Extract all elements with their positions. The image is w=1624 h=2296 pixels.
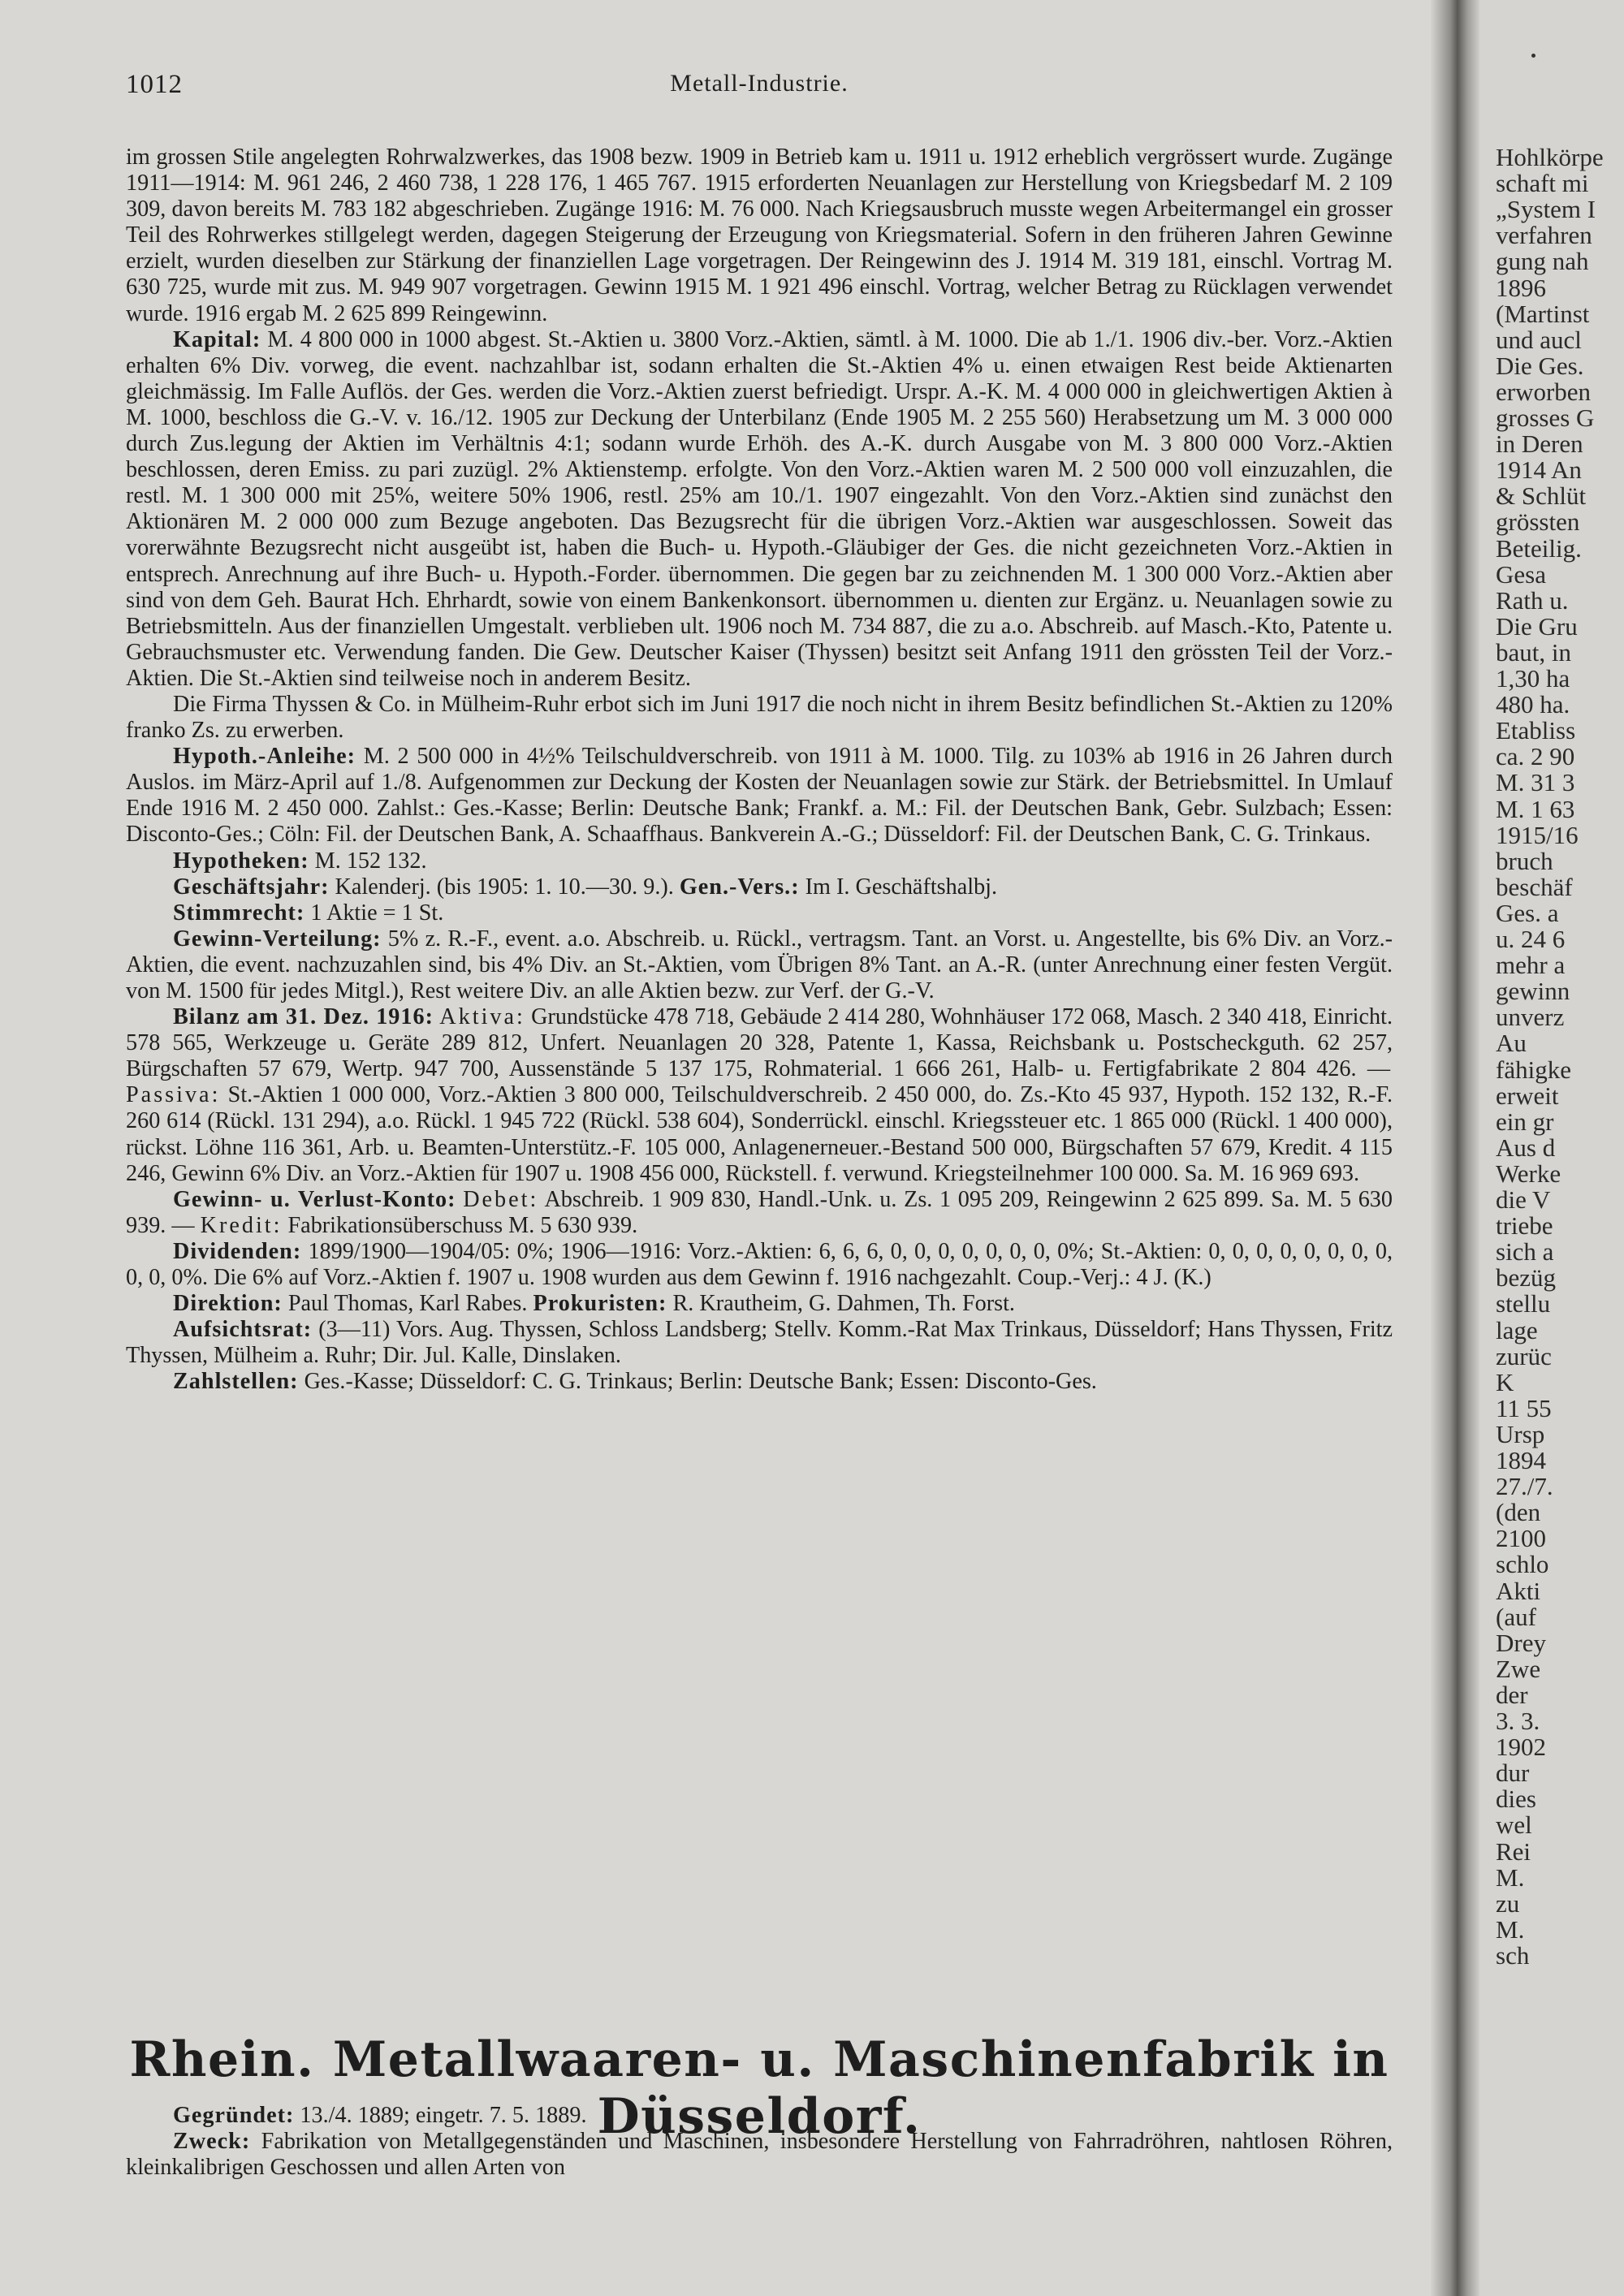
- adjacent-line-fragment: (Martinst: [1496, 299, 1590, 328]
- dividenden-section: [126, 1239, 1393, 1291]
- stimmrecht-section: [126, 900, 1393, 926]
- section-label: Hypotheken:: [173, 848, 309, 874]
- adjacent-line-fragment: grössten: [1496, 507, 1580, 537]
- kapital-section: [126, 327, 1393, 692]
- section-label: Bilanz am 31. Dez. 1916:: [173, 1004, 434, 1030]
- company-heading: Rhein. Metallwaaren- u. Maschinenfabrik in Düsseldorf.: [129, 2031, 1389, 2145]
- adjacent-line-fragment: Gesa: [1496, 559, 1546, 589]
- section-text: Fabrikation von Metallgegenständen und Maschinen, insbesondere Herstellung von Fahrradröhren, nahtlosen Röhren, kleinkalibrigen Geschossen und allen Arten von: [126, 2129, 1393, 2181]
- adjacent-line-fragment: sch: [1496, 1940, 1530, 1970]
- adjacent-line-fragment: Werke: [1496, 1159, 1561, 1188]
- adjacent-line-fragment: (den: [1496, 1498, 1541, 1527]
- section-label: Zweck:: [173, 2129, 251, 2155]
- geschaeftsjahr-section: [126, 874, 1393, 900]
- adjacent-line-fragment: 3. 3.: [1496, 1707, 1540, 1735]
- section-text: Kalenderj. (bis 1905: 1. 10.—30. 9.).: [335, 874, 674, 900]
- debet-label: Debet:: [463, 1186, 539, 1212]
- adjacent-line-fragment: K: [1496, 1367, 1514, 1396]
- section-text: 5% z. R.-F., event. a.o. Abschreib. u. Rückl., vertragsm. Tant. an Vorst. u. Angestellte, bis 6% Div. an Vorz.-Aktien, die event. nachzuzahlen sind, bis 4% Div. an St.-Aktien, vom Übrigen 8% Tant. an A.-R. (unter Anrechnung einer festen Vergüt. von M. 1500 für jedes Mitgl.), Rest weitere Div. an alle Aktien bezw. zur Verf. der G.-V.: [126, 926, 1393, 1003]
- adjacent-line-fragment: M. 31 3: [1496, 768, 1575, 797]
- adjacent-line-fragment: Akti: [1496, 1576, 1541, 1605]
- adjacent-line-fragment: beschäf: [1496, 872, 1573, 901]
- adjacent-line-fragment: mehr a: [1496, 951, 1566, 980]
- adjacent-line-fragment: 2100: [1496, 1524, 1546, 1553]
- hypotheken-section: [126, 848, 1393, 874]
- company-entry: [126, 2103, 1393, 2181]
- adjacent-line-fragment: Rath u.: [1496, 585, 1569, 615]
- adjacent-line-fragment: ein gr: [1496, 1107, 1554, 1136]
- page-number: 1012: [126, 70, 183, 99]
- adjacent-line-fragment: 1,30 ha: [1496, 664, 1570, 693]
- adjacent-line-fragment: Aus d: [1496, 1133, 1556, 1162]
- adjacent-line-fragment: & Schlüt: [1496, 481, 1587, 511]
- adjacent-line-fragment: lage: [1496, 1315, 1538, 1344]
- bilanz-section: [126, 1004, 1393, 1187]
- adjacent-line-fragment: Beteilig.: [1496, 533, 1582, 563]
- adjacent-line-fragment: triebe: [1496, 1211, 1553, 1241]
- section-text: 1 Aktie = 1 St.: [310, 900, 444, 926]
- adjacent-line-fragment: 1894: [1496, 1446, 1546, 1474]
- kredit-label: Kredit:: [200, 1212, 283, 1238]
- gegruendet-section: [126, 2103, 1393, 2129]
- adjacent-line-fragment: Drey: [1496, 1628, 1546, 1657]
- section-text: R. Krautheim, G. Dahmen, Th. Forst.: [672, 1291, 1015, 1317]
- adjacent-line-fragment: der: [1496, 1680, 1528, 1709]
- adjacent-line-fragment: Au: [1496, 1029, 1527, 1058]
- adjacent-line-fragment: gung nah: [1496, 247, 1589, 276]
- adjacent-line-fragment: Zwe: [1496, 1654, 1541, 1683]
- adjacent-line-fragment: ca. 2 90: [1496, 742, 1575, 771]
- section-label: Zahlstellen:: [173, 1369, 299, 1395]
- adjacent-line-fragment: Die Gru: [1496, 611, 1578, 641]
- adjacent-line-fragment: M.: [1496, 1914, 1525, 1944]
- adjacent-line-fragment: 1915/16: [1496, 820, 1579, 849]
- adjacent-line-fragment: und aucl: [1496, 325, 1582, 354]
- section-text: (3—11) Vors. Aug. Thyssen, Schloss Landsberg; Stellv. Komm.-Rat Max Trinkaus, Düsseldorf; Hans Thyssen, Fritz Thyssen, Mülheim a. Ruhr; Dir. Jul. Kalle, Dinslaken.: [126, 1317, 1393, 1369]
- aktiva-label: Aktiva:: [439, 1004, 525, 1030]
- gewinnverteilung-section: [126, 926, 1393, 1004]
- passiva-label: — Passiva:: [126, 1056, 1393, 1108]
- section-text: 13./4. 1889; eingetr. 7. 5. 1889.: [300, 2103, 587, 2128]
- adjacent-line-fragment: M.: [1496, 1862, 1525, 1892]
- adjacent-line-fragment: 480 ha.: [1496, 690, 1570, 719]
- debet-text: Abschreib. 1 909 830, Handl.-Unk. u. Zs. 1 095 209, Reingewinn 2 625 899. Sa. M. 5 630 939. —: [126, 1186, 1393, 1238]
- adjacent-line-fragment: dur: [1496, 1759, 1530, 1788]
- adjacent-line-fragment: Ursp: [1496, 1419, 1545, 1448]
- section-label: Gewinn- u. Verlust-Konto:: [173, 1186, 456, 1212]
- intro-paragraph: im grossen Stile angelegten Rohrwalzwerkes, das 1908 bezw. 1909 in Betrieb kam u. 1911 u. 1912 erheblich vergrössert wurde. Zugänge 1911—1914: M. 961 246, 2 460 738, 1 228 176, 1 465 767. 1915 erforderten Neuanlagen zur Herstellung von Kriegsbedarf M. 2 109 309, davon bereits M. 783 182 abgeschrieben. Zugänge 1916: M. 76 000. Nach Kriegsausbruch musste wegen Arbeitermangel ein grosser Teil des Rohrwerkes stillgelegt werden, dagegen Steigerung der Erzeugung von Kriegsmaterial. Sofern in den früheren Jahren Gewinne erzielt, wurden dieselben zur Stärkung der finanziellen Lage vorgetragen. Der Reingewinn des J. 1914 M. 319 181, einschl. Vortrag M. 630 725, wurde mit zus. M. 949 907 vorgetragen. Gewinn 1915 M. 1 921 496 einschl. Vortrag, welcher Betrag zu Rücklagen verwendet wurde. 1916 ergab M. 2 625 899 Reingewinn.: [126, 145, 1393, 326]
- adjacent-line-fragment: u. 24 6: [1496, 925, 1566, 953]
- kredit-text: Fabrikationsüberschuss M. 5 630 939.: [287, 1212, 638, 1238]
- adjacent-line-fragment: zurüc: [1496, 1341, 1552, 1370]
- zweck-section: [126, 2129, 1393, 2181]
- section-text: Ges.-Kasse; Düsseldorf: C. G. Trinkaus; Berlin: Deutsche Bank; Essen: Disconto-Ges.: [304, 1369, 1097, 1395]
- zahlstellen-section: [126, 1369, 1393, 1395]
- section-label: Prokuristen:: [533, 1291, 667, 1317]
- adjacent-line-fragment: 11 55: [1496, 1393, 1552, 1422]
- section-label: Gen.-Vers.:: [679, 874, 800, 900]
- running-title: Metall-Industrie.: [670, 70, 849, 97]
- section-text: M. 4 800 000 in 1000 abgest. St.-Aktien u. 3800 Vorz.-Aktien, sämtl. à M. 1000. Die ab 1./1. 1906 div.-ber. Vorz.-Aktien erhalten 6% Div. vorweg, die event. nachzahlbar ist, sodann erhalten die St.-Aktien 4% u. einen etwaigen Rest beide Aktienarten gleichmässig. Im Falle Auflös. der Ges. werden die Vorz.-Aktien zuerst befriedigt. Urspr. A.-K. M. 4 000 000 in gleichwertigen Aktien à M. 1000, beschloss die G.-V. v. 16./12. 1905 zur Deckung der Unterbilanz (Ende 1905 M. 2 255 560) Herabsetzung um M. 3 000 000 durch Zus.legung der Aktien im Verhältnis 4:1; sodann wurde Erhöh. des A.-K. durch Ausgabe von M. 3 800 000 Vorz.-Aktien beschlossen, deren Emiss. zu pari zuzügl. 2% Aktienstemp. erfolgte. Von den Vorz.-Aktien waren M. 2 500 000 voll einzuzahlen, die restl. M. 1 300 000 mit 25%, weitere 50% 1906, restl. 25% am 10./1. 1907 eingezahlt. Von den Vorz.-Aktien sind zunächst den Aktionären M. 2 000 000 zum Bezuge angeboten. Das Bezugsrecht für die übrigen Vorz.-Aktien war ausgeschlossen. Soweit das vorerwähnte Bezugsrecht nicht ausgeübt ist, haben die Buch- u. Hypoth.-Gläubiger der Ges. die nicht gezeichneten Vorz.-Aktien in entsprech. Anrechnung auf ihre Buch- u. Hypoth.-Forder. übernommen. Die gegen bar zu zeichnenden M. 1 300 000 Vorz.-Aktien aber sind von dem Geh. Baurat Hch. Ehrhardt, sowie von einem Bankenkonsort. übernommen u. dienten zur Ergänz. u. Neuanlagen sowie zu Betriebsmitteln. Aus der finanziellen Umgestalt. verblieben ult. 1906 noch M. 734 887, die zu a.o. Abschreib. auf Masch.-Kto, Patente u. Gebrauchsmuster etc. Verwendung fanden. Die Gew. Deutscher Kaiser (Thyssen) besitzt seit Anfang 1911 den grössten Teil der Vorz.-Aktien. Die St.-Aktien sind teilweise noch in anderem Besitz.: [126, 326, 1393, 691]
- section-label: Direktion:: [173, 1291, 283, 1317]
- section-label: Hypoth.-Anleihe:: [173, 744, 356, 770]
- guv-section: [126, 1187, 1393, 1239]
- section-text: M. 2 500 000 in 4½% Teilschuldverschreib. von 1911 à M. 1000. Tilg. zu 103% ab 1916 in 26 Jahren durch Auslos. im März-April auf 1./8. Aufgenommen zur Deckung der Kosten der Neuanlagen sowie zur Stärk. der Betriebsmittel. In Umlauf Ende 1916 M. 2 450 000. Zahlst.: Ges.-Kasse; Berlin: Deutsche Bank; Frankf. a. M.: Fil. der Deutschen Bank, Gebr. Sulzbach; Essen: Disconto-Ges.; Cöln: Fil. der Deutschen Bank, A. Schaaffhaus. Bankverein A.-G.; Düsseldorf: Fil. der Deutschen Bank, C. G. Trinkaus.: [126, 744, 1393, 848]
- section-label: Gewinn-Verteilung:: [173, 926, 382, 952]
- adjacent-line-fragment: bruch: [1496, 846, 1553, 875]
- section-text: M. 152 132.: [314, 848, 427, 874]
- adjacent-line-fragment: 1914 An: [1496, 455, 1582, 485]
- adjacent-page: [1479, 0, 1624, 2296]
- adjacent-line-fragment: dies: [1496, 1785, 1536, 1814]
- adjacent-line-fragment: in Deren: [1496, 429, 1583, 459]
- adjacent-line-fragment: stellu: [1496, 1289, 1551, 1318]
- adjacent-line-fragment: schlo: [1496, 1550, 1549, 1579]
- adjacent-line-fragment: verfahren: [1496, 221, 1592, 250]
- speck-mark: [1531, 54, 1535, 58]
- adjacent-line-fragment: Die Ges.: [1496, 351, 1584, 380]
- adjacent-line-fragment: 1896: [1496, 273, 1546, 302]
- adjacent-line-fragment: Hohlkörpe: [1496, 143, 1604, 171]
- adjacent-line-fragment: wel: [1496, 1810, 1532, 1840]
- adjacent-line-fragment: bezüg: [1496, 1263, 1557, 1293]
- section-text: 1899/1900—1904/05: 0%; 1906—1916: Vorz.-Aktien: 6, 6, 6, 0, 0, 0, 0, 0, 0, 0, 0%; St.-Aktien: 0, 0, 0, 0, 0, 0, 0, 0, 0, 0, 0%. Die 6% auf Vorz.-Aktien f. 1907 u. 1908 wurden aus dem Gewinn f. 1916 nachgezahlt. Coup.-Verj.: 4 J. (K.): [126, 1238, 1393, 1291]
- adjacent-line-fragment: 1902: [1496, 1733, 1546, 1762]
- running-head: [126, 70, 1393, 102]
- aufsichtsrat-section: [126, 1317, 1393, 1369]
- thyssen-offer-paragraph: Die Firma Thyssen & Co. in Mülheim-Ruhr erbot sich im Juni 1917 die noch nicht in ihrem Besitz befindlichen St.-Aktien zu 120% franko Zs. zu erwerben.: [126, 691, 1393, 744]
- section-label: Gegründet:: [173, 2103, 295, 2128]
- adjacent-line-fragment: „System I: [1496, 195, 1596, 224]
- adjacent-line-fragment: (auf: [1496, 1602, 1536, 1631]
- section-label: Aufsichtsrat:: [173, 1317, 313, 1343]
- adjacent-line-fragment: zu: [1496, 1888, 1520, 1918]
- section-text: Paul Thomas, Karl Rabes.: [287, 1291, 528, 1317]
- adjacent-line-fragment: erweit: [1496, 1081, 1559, 1110]
- adjacent-line-fragment: Ges. a: [1496, 898, 1559, 927]
- adjacent-line-fragment: Rei: [1496, 1836, 1531, 1866]
- adjacent-line-fragment: fähigke: [1496, 1055, 1571, 1084]
- adjacent-line-fragment: Etabliss: [1496, 716, 1576, 745]
- main-text-column: [126, 145, 1393, 1396]
- section-text: Im I. Geschäftshalbj.: [805, 874, 998, 900]
- adjacent-line-fragment: grosses G: [1496, 404, 1595, 432]
- adjacent-line-fragment: 27./7.: [1496, 1472, 1553, 1501]
- aktiva-text: Grundstücke 478 718, Gebäude 2 414 280, Wohnhäuser 172 068, Masch. 2 340 418, Einricht. 578 565, Werkzeuge u. Geräte 289 812, Unfert. Neuanlagen 20 328, Patente 1, Kassa, Reichsbank u. Postscheckguth. 62 257, Bürgschaften 57 679, Wertp. 947 700, Aussenstände 5 137 175, Rohmaterial. 1 666 261, Halb- u. Fertigfabrikate 2 804 426.: [126, 1004, 1393, 1082]
- adjacent-line-fragment: M. 1 63: [1496, 794, 1575, 823]
- section-label: Dividenden:: [173, 1238, 302, 1264]
- book-gutter: [1431, 0, 1479, 2296]
- adjacent-line-fragment: baut, in: [1496, 637, 1571, 667]
- section-label: Geschäftsjahr:: [173, 874, 330, 900]
- adjacent-line-fragment: die V: [1496, 1185, 1551, 1214]
- adjacent-line-fragment: gewinn: [1496, 977, 1570, 1006]
- adjacent-line-fragment: sich a: [1496, 1237, 1554, 1267]
- adjacent-line-fragment: schaft mi: [1496, 169, 1589, 198]
- section-label: Kapital:: [173, 326, 261, 352]
- section-label: Stimmrecht:: [173, 900, 305, 926]
- adjacent-line-fragment: unverz: [1496, 1003, 1565, 1032]
- adjacent-line-fragment: erworben: [1496, 377, 1592, 406]
- passiva-text: St.-Aktien 1 000 000, Vorz.-Aktien 3 800 000, Teilschuldverschreib. 2 450 000, do. Zs.-Kto 45 937, Hypoth. 152 132, R.-F. 260 614 (Rückl. 131 294), a.o. Rückl. 1 945 722 (Rückl. 538 604), Sonderrückl. einschl. Kriegssteuer etc. 1 865 000 (Rückl. 1 400 000), rückst. Löhne 116 361, Arb. u. Beamten-Unterstütz.-F. 105 000, Anlagenerneuer.-Bestand 500 000, Bürgschaften 57 679, Kredit. 4 115 246, Gewinn 6% Div. an Vorz.-Aktien für 1907 u. 1908 456 000, Rückstell. f. verwund. Kriegsteilnehmer 100 000. Sa. M. 16 969 693.: [126, 1082, 1393, 1186]
- direktion-section: [126, 1291, 1393, 1317]
- anleihe-section: [126, 744, 1393, 848]
